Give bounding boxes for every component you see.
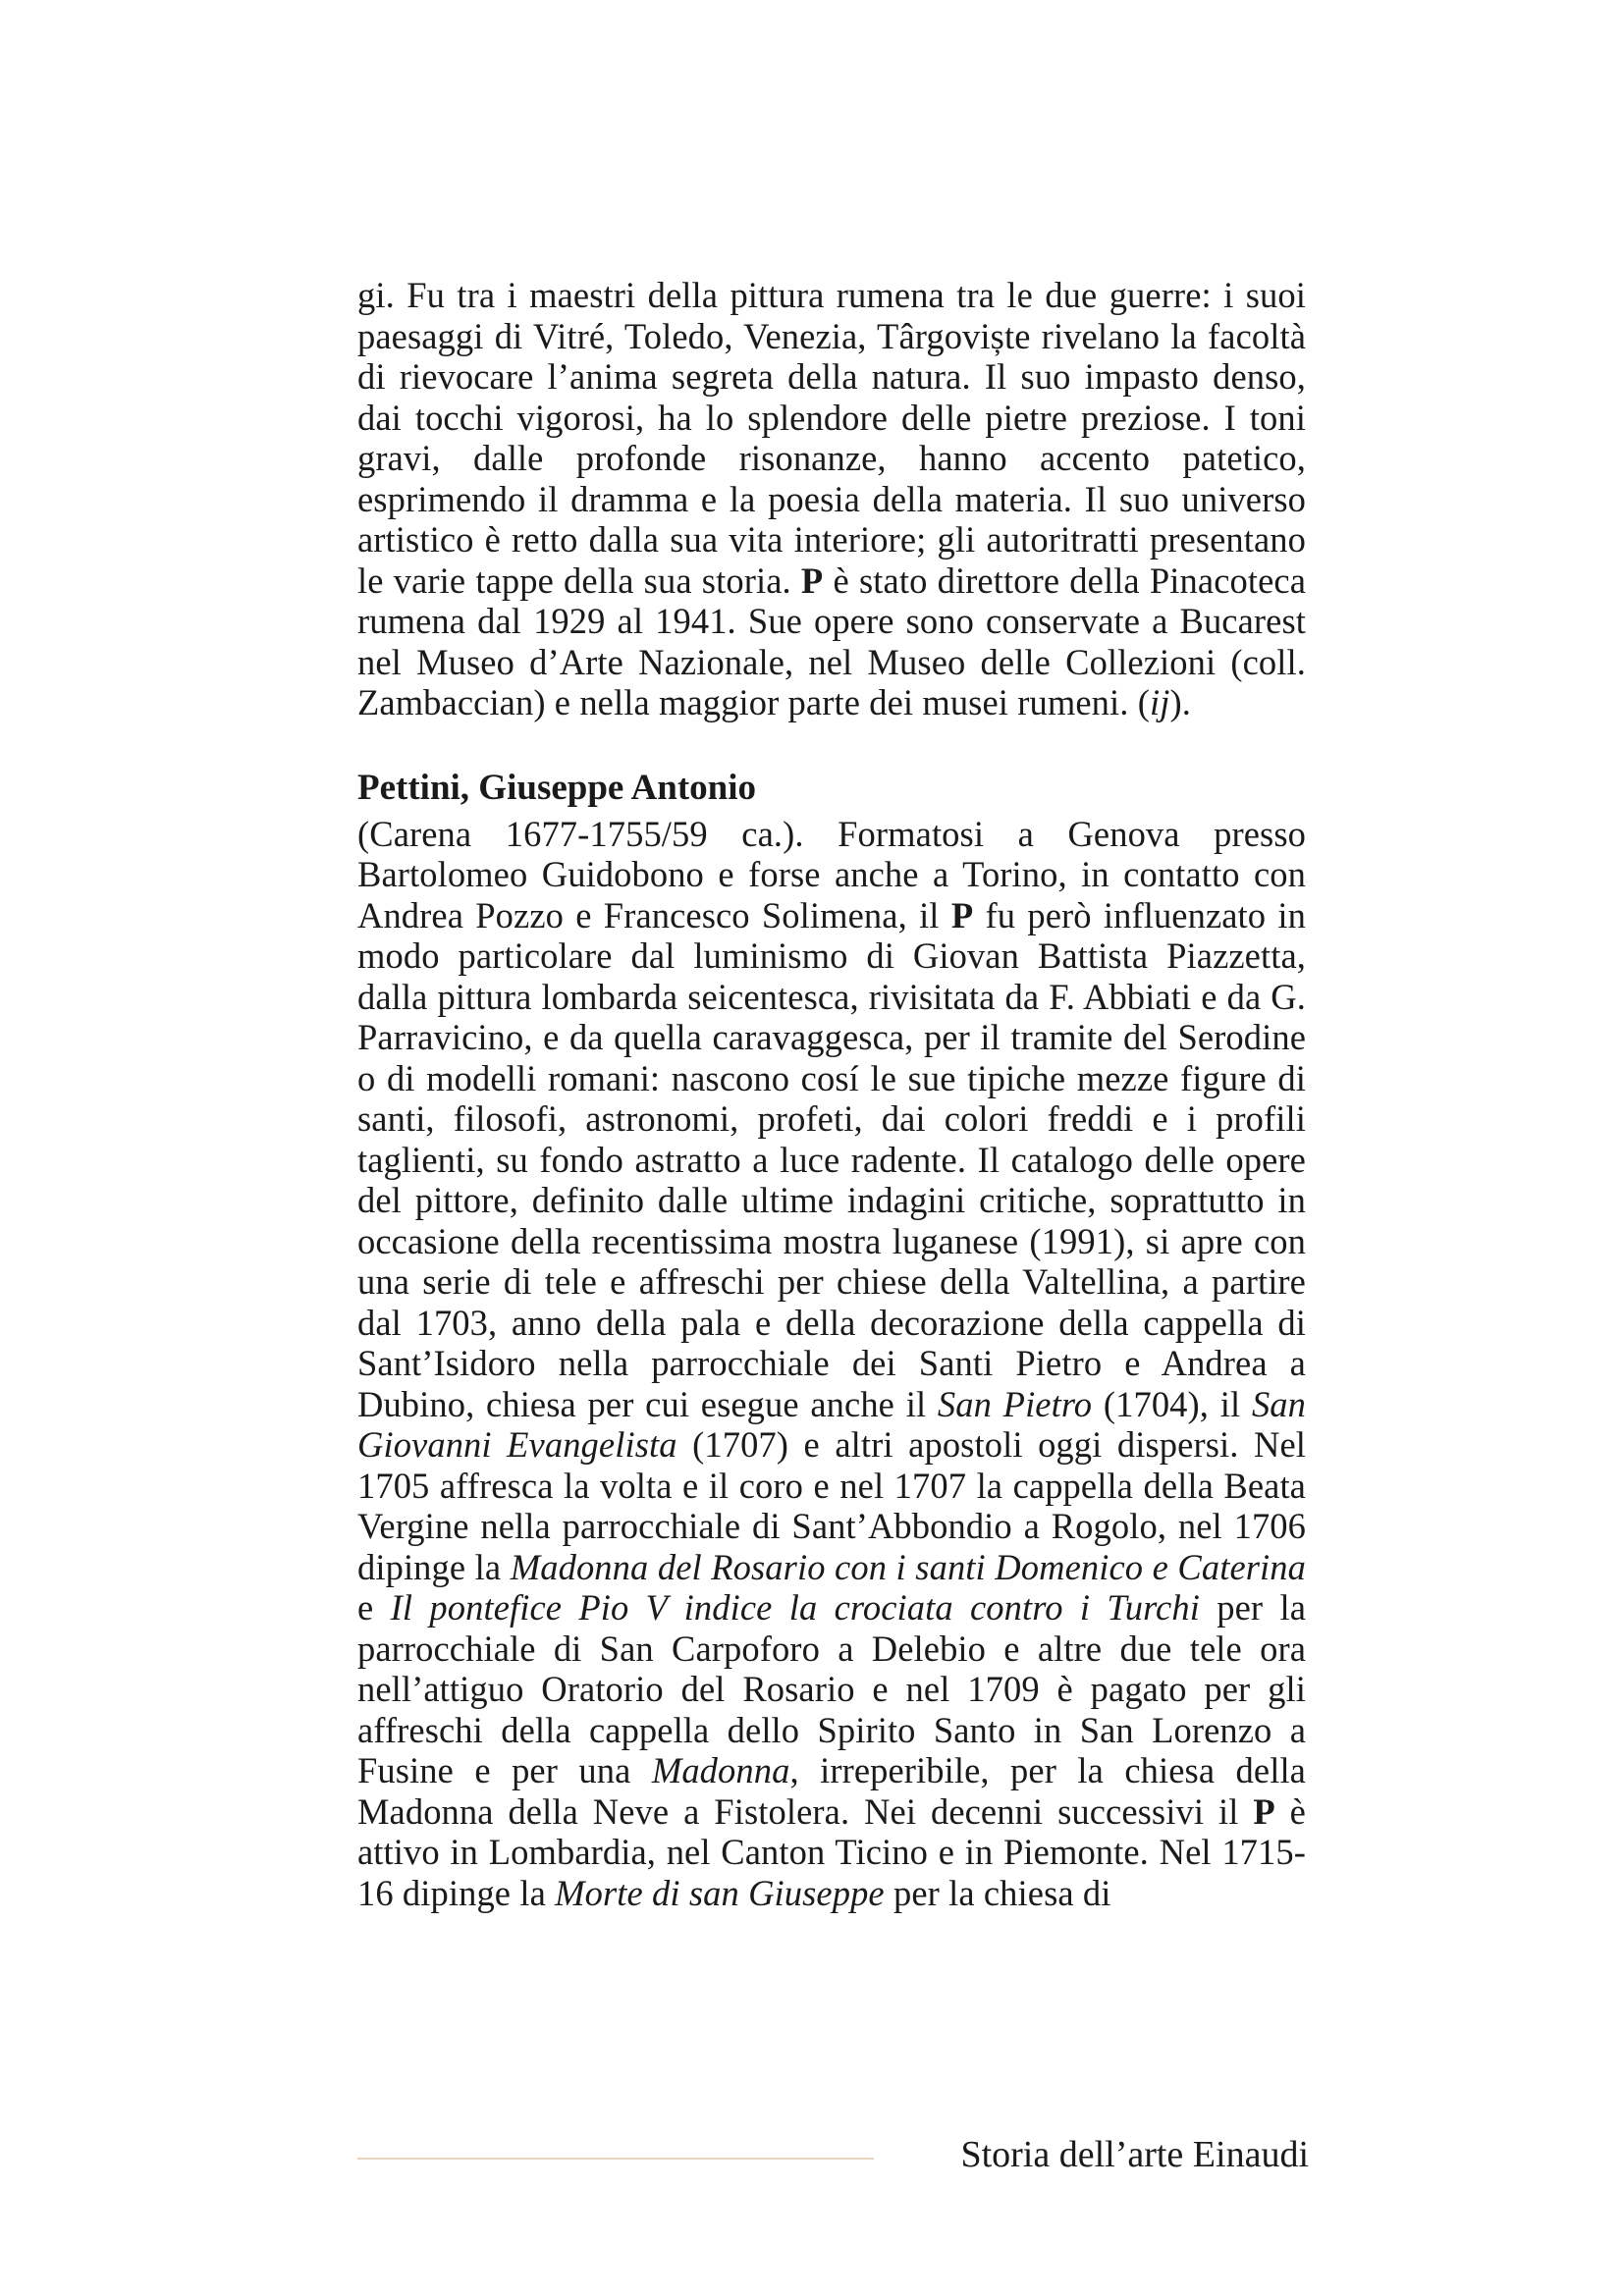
abbreviated-name: P: [1253, 1790, 1275, 1832]
entry-headword: Pettini, Giuseppe Antonio: [357, 767, 757, 808]
text-run: e: [357, 1587, 374, 1628]
artwork-title: San Giovanni Evangelista: [357, 1383, 1306, 1465]
artwork-title: San Pietro: [937, 1383, 1093, 1424]
text-run: (Carena 1677-1755/59 ca.). Formatosi a Genova presso Bartolomeo Guidobono e forse anche a Torino, in contatto con Andrea Pozzo e Francesco Solimena, il: [357, 813, 1306, 935]
page-body: [357, 275, 1306, 1913]
text-run: per la parrocchiale di San Carpoforo a Delebio e altre due tele ora nell’attiguo Oratorio del Rosario e nel 1709 è pagato per gli affreschi della cappella dello Spirito Santo in San Lorenzo a Fusine e per una: [357, 1587, 1306, 1790]
entry-text: [357, 814, 1306, 1914]
text-run: è stato direttore della Pinacoteca rumena dal 1929 al 1941. Sue opere sono conservate a Bucarest nel Museo d’Arte Nazionale, nel Museo delle Collezioni (coll. Zambaccian) e nella maggior parte dei musei rumeni. (: [357, 560, 1306, 722]
text-run: ).: [1169, 682, 1191, 722]
text-run: (1707) e altri apostoli oggi dispersi. Nel 1705 affresca la volta e il coro e nel 1707 la cappella della Beata Vergine nella parrocchiale di Sant’Abbondio a Rogolo, nel 1706 dipinge la: [357, 1424, 1306, 1587]
text-run: gi. Fu tra i maestri della pittura rumena tra le due guerre: i suoi paesaggi di Vitré, Toledo, Venezia, Târgoviște rivelano la facoltà di rievocare l’anima segreta della natura. Il suo impasto denso, dai tocchi vigorosi, ha lo splendore delle pietre preziose. I toni gravi, dalle profonde risonanze, hanno accento patetico, esprimendo il dramma e la poesia della materia. Il suo universo artistico è retto dalla sua vita interiore; gli autoritratti presentano le varie tappe della sua storia.: [357, 275, 1306, 601]
artwork-title: Morte di san Giuseppe: [555, 1872, 885, 1913]
abbreviated-name: P: [950, 894, 974, 935]
previous-entry-text: [357, 275, 1306, 723]
footer-title: Storia dell’arte Einaudi: [960, 2134, 1309, 2175]
artwork-title: Madonna del Rosario con i santi Domenico e Caterina: [510, 1546, 1306, 1587]
text-run: (1704), il: [1103, 1383, 1241, 1424]
text-run: è attivo in Lombardia, nel Canton Ticino e in Piemonte. Nel 1715-16 dipinge la: [357, 1790, 1306, 1913]
artwork-title: Il pontefice Pio V indice la crociata contro i Turchi: [390, 1587, 1200, 1628]
author-initials: ij: [1149, 682, 1170, 722]
text-run: fu però influenzato in modo particolare dal luminismo di Giovan Battista Piazzetta, dalla pittura lombarda seicentesca, rivisitata da F. Abbiati e da G. Parravicino, e da quella caravaggesca, per il tramite del Serodine o di modelli romani: nascono cosí le sue tipiche mezze figure di santi, filosofi, astronomi, profeti, dai colori freddi e i profili taglienti, su fondo astratto a luce radente. Il catalogo delle opere del pittore, definito dalle ultime indagini critiche, soprattutto in occasione della recentissima mostra luganese (1991), si apre con una serie di tele e affreschi per chiese della Valtellina, a partire dal 1703, anno della pala e della decorazione della cappella di Sant’Isidoro nella parrocchiale dei Santi Pietro e Andrea a Dubino, chiesa per cui esegue anche il: [357, 894, 1306, 1424]
text-run: , irreperibile, per la chiesa della Madonna della Neve a Fistolera. Nei decenni successivi il: [357, 1750, 1306, 1832]
footer-rule: [357, 2158, 874, 2160]
abbreviated-name: P: [800, 560, 824, 601]
artwork-title: Madonna: [651, 1750, 790, 1790]
text-run: per la chiesa di: [893, 1872, 1111, 1913]
